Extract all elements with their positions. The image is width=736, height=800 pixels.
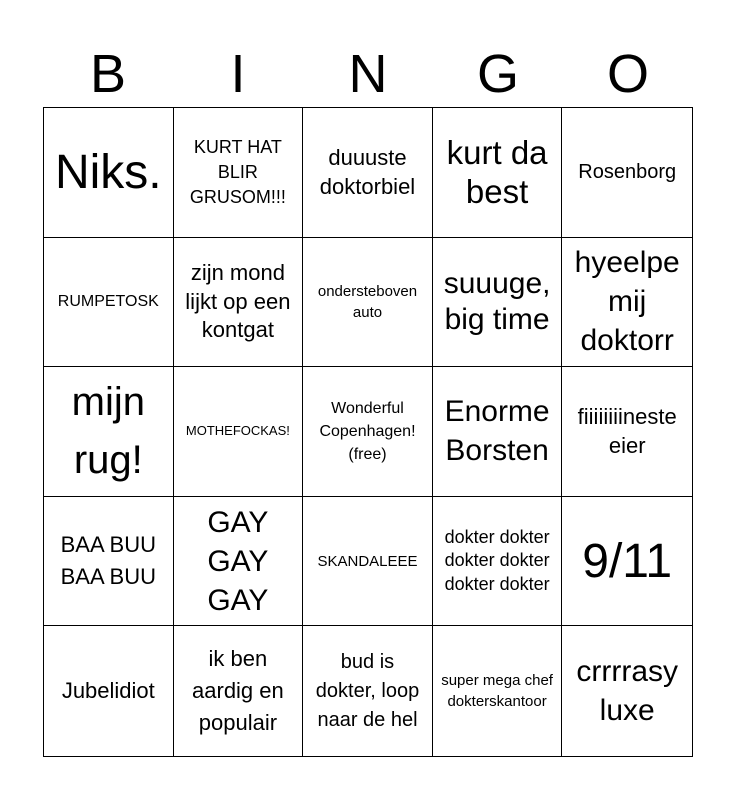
bingo-cell[interactable] — [562, 367, 692, 497]
cell-text: Enorme Borsten — [444, 395, 550, 468]
bingo-cell[interactable] — [303, 497, 433, 627]
bingo-board — [43, 107, 693, 757]
bingo-cell[interactable] — [44, 626, 174, 756]
header-letter-n: N — [348, 44, 388, 104]
bingo-cell[interactable] — [562, 626, 692, 756]
bingo-cell[interactable] — [174, 626, 304, 756]
cell-text: Jubelidiot — [61, 678, 155, 704]
header-letter-b: B — [89, 44, 127, 104]
bingo-cell[interactable] — [562, 497, 692, 627]
bingo-cell[interactable] — [44, 367, 174, 497]
header-letter-g: G — [476, 44, 519, 104]
bingo-cell[interactable] — [44, 108, 174, 238]
cell-text: hyeelpe mij doktorr — [574, 246, 680, 358]
header-letter-o: O — [606, 44, 649, 104]
bingo-cell[interactable] — [303, 626, 433, 756]
bingo-cell[interactable] — [174, 108, 304, 238]
cell-text: bud is dokter, loop naar de hel — [315, 650, 420, 731]
cell-text: BAA BUU BAA BUU — [60, 532, 156, 590]
bingo-cell[interactable] — [174, 238, 304, 368]
cell-text: dokter dokter dokter dokter dokter dokter — [444, 527, 550, 594]
bingo-cell[interactable] — [562, 108, 692, 238]
cell-text: ondersteboven auto — [317, 282, 418, 321]
cell-text: Rosenborg — [578, 160, 677, 183]
bingo-cell[interactable] — [174, 497, 304, 627]
bingo-cell[interactable] — [433, 238, 563, 368]
cell-text: KURT HAT BLIR GRUSOM!!! — [189, 136, 286, 207]
bingo-cell[interactable] — [303, 238, 433, 368]
cell-text: 9/11 — [582, 534, 673, 588]
cell-text: fiiiiiiiineste eier — [577, 403, 677, 459]
cell-text: MOTHEFOCKAS! — [185, 423, 290, 439]
cell-text: RUMPETOSK — [57, 293, 159, 311]
bingo-cell[interactable] — [44, 497, 174, 627]
bingo-cell[interactable] — [433, 108, 563, 238]
cell-text: zijn mond lijkt op een kontgat — [185, 260, 291, 343]
cell-text: mijn rug! — [71, 380, 145, 483]
bingo-cell[interactable] — [433, 367, 563, 497]
cell-text: Niks. — [54, 145, 162, 199]
bingo-cell[interactable] — [433, 497, 563, 627]
bingo-cell[interactable] — [174, 367, 304, 497]
bingo-cell[interactable] — [433, 626, 563, 756]
cell-text: crrrrasy luxe — [576, 655, 679, 728]
bingo-cell[interactable] — [303, 367, 433, 497]
cell-text: kurt da best — [446, 133, 548, 211]
bingo-cell[interactable] — [562, 238, 692, 368]
cell-text: ik ben aardig en populair — [192, 646, 284, 736]
cell-text: duuuste doktorbiel — [319, 144, 416, 200]
bingo-header — [43, 40, 693, 108]
header-letter-i: I — [230, 44, 246, 104]
cell-text: suuuge, big time — [443, 266, 551, 336]
cell-text: GAY GAY GAY — [207, 505, 269, 617]
cell-text: super mega chef dokterskantoor — [441, 672, 553, 711]
cell-text: Wonderful Copenhagen! (free) — [319, 399, 416, 464]
bingo-cell[interactable] — [44, 238, 174, 368]
bingo-cell[interactable] — [303, 108, 433, 238]
cell-text: SKANDALEEE — [317, 552, 418, 570]
